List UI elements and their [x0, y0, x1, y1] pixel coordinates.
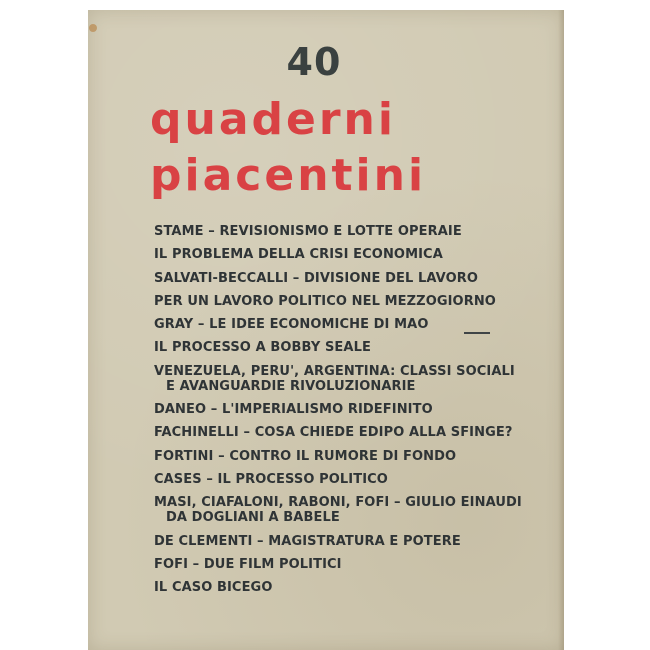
magazine-cover: [88, 10, 564, 650]
contents-entry-line: IL PROCESSO A BOBBY SEALE: [154, 340, 371, 356]
issue-number: 40: [286, 40, 342, 84]
contents-entry-line: DE CLEMENTI – MAGISTRATURA E POTERE: [154, 533, 461, 549]
contents-entry: [154, 402, 554, 417]
contents-entry-line: IL CASO BICEGO: [154, 580, 273, 596]
contents-entry: [154, 425, 554, 440]
contents-entry: [154, 449, 554, 464]
contents-entry-line: E AVANGUARDIE RIVOLUZIONARIE: [166, 378, 416, 394]
magazine-title-line-2: piacentini: [150, 150, 427, 201]
contents-entry: [154, 534, 554, 549]
contents-entry-line: FACHINELLI – COSA CHIEDE EDIPO ALLA SFINGE?: [154, 425, 513, 441]
contents-entry-line: FORTINI – CONTRO IL RUMORE DI FONDO: [154, 448, 457, 464]
cover-edge-shadow: [558, 10, 564, 650]
contents-entry: [154, 247, 554, 262]
contents-entry: [154, 364, 554, 394]
contents-entry-line: GRAY – LE IDEE ECONOMICHE DI MAO: [154, 317, 429, 333]
contents-entry: [154, 317, 554, 332]
contents-entry: [154, 340, 554, 355]
contents-entry-line: PER UN LAVORO POLITICO NEL MEZZOGIORNO: [154, 293, 496, 309]
contents-entry-line: CASES – IL PROCESSO POLITICO: [154, 471, 388, 487]
contents-entry: [154, 271, 554, 286]
contents-entry-line: MASI, CIAFALONI, RABONI, FOFI – GIULIO EINAUDI: [154, 495, 522, 511]
contents-entry: [154, 495, 554, 525]
table-of-contents: [154, 224, 554, 603]
contents-entry-line: DANEO – L'IMPERIALISMO RIDEFINITO: [154, 402, 433, 418]
contents-entry: [154, 557, 554, 572]
magazine-title-line-1: quaderni: [150, 94, 396, 145]
contents-entry: [154, 580, 554, 595]
contents-entry: [154, 472, 554, 487]
contents-entry-line: SALVATI-BECCALLI – DIVISIONE DEL LAVORO: [154, 270, 478, 286]
contents-entry-line: DA DOGLIANI A BABELE: [166, 510, 340, 526]
contents-entry-line: VENEZUELA, PERU', ARGENTINA: CLASSI SOCIALI: [154, 363, 515, 379]
contents-entry-line: STAME – REVISIONISMO E LOTTE OPERAIE: [154, 224, 462, 239]
contents-entry: [154, 224, 554, 239]
contents-entry-line: IL PROBLEMA DELLA CRISI ECONOMICA: [154, 247, 443, 263]
stain-mark: [89, 24, 97, 32]
contents-entry-line: FOFI – DUE FILM POLITICI: [154, 556, 342, 572]
contents-entry: [154, 294, 554, 309]
